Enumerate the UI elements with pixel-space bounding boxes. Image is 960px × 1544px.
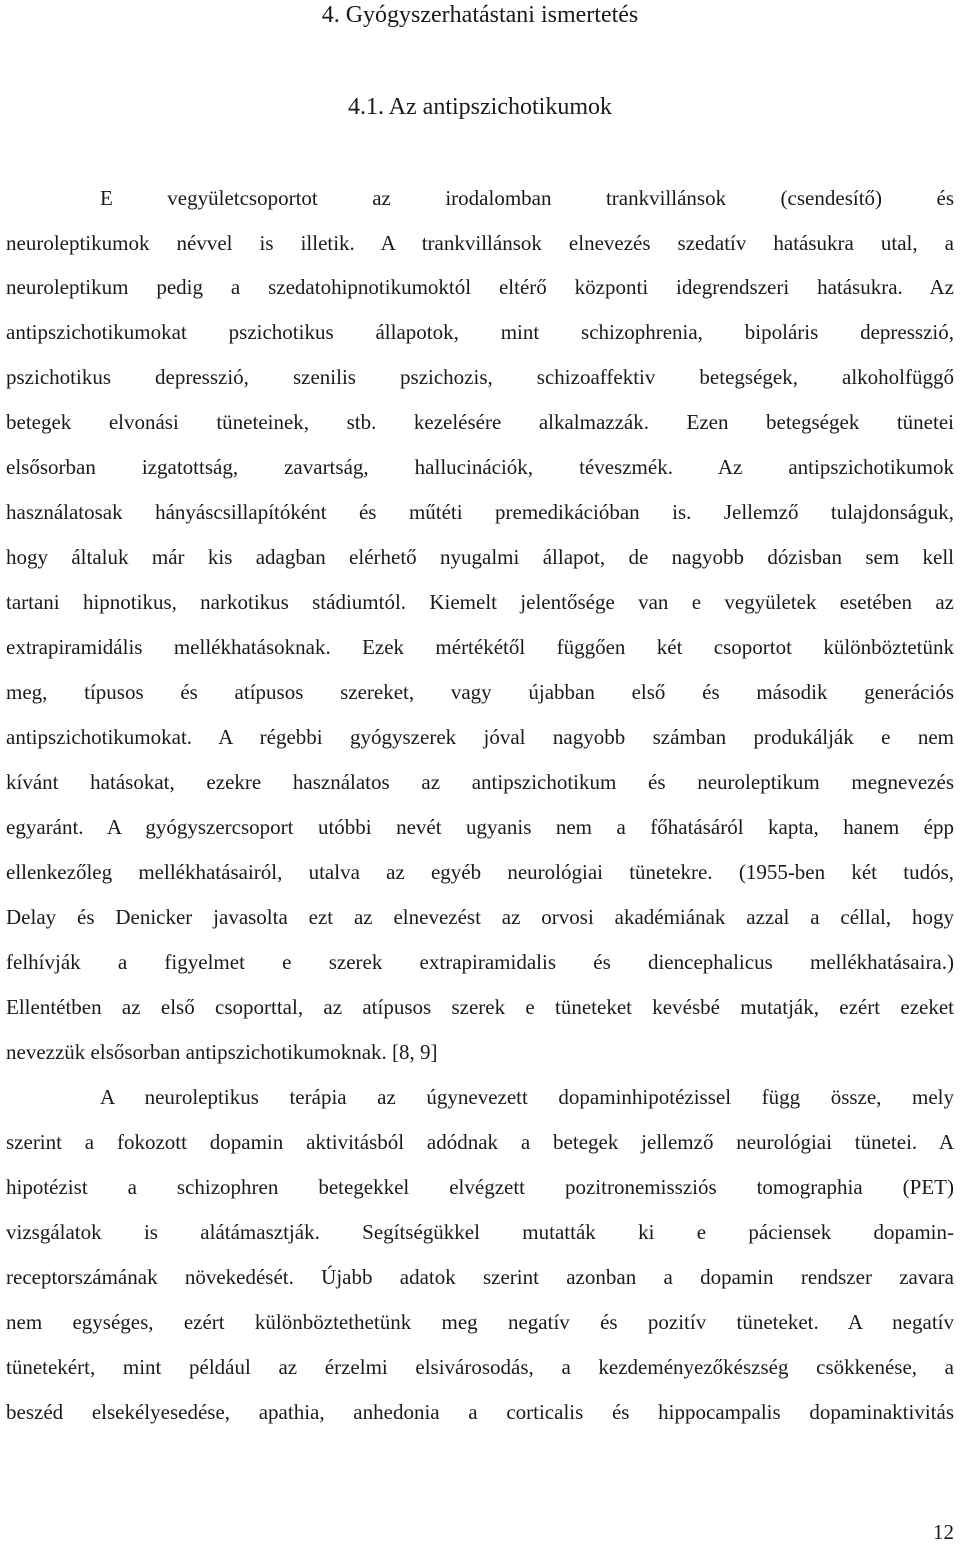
text-line: kívánt hatásokat, ezekre használatos az antipszichotikum és neuroleptikum megnevezés [6, 770, 954, 794]
text-line: beszéd elsekélyesedése, apathia, anhedonia a corticalis és hippocampalis dopaminaktivitás [6, 1400, 954, 1424]
text-line: nevezzük elsősorban antipszichotikumoknak. [8, 9] [6, 1040, 438, 1064]
text-line: hipotézist a schizophren betegekkel elvégzett pozitronemissziós tomographia (PET) [6, 1175, 954, 1199]
text-line: hogy általuk már kis adagban elérhető nyugalmi állapot, de nagyobb dózisban sem kell [6, 545, 954, 569]
text-line: elsősorban izgatottság, zavartság, hallucinációk, téveszmék. Az antipszichotikumok [6, 455, 954, 479]
section-title: 4. Gyógyszerhatástani ismertetés [321, 2, 639, 28]
text-line: receptorszámának növekedését. Újabb adatok szerint azonban a dopamin rendszer zavara [6, 1265, 954, 1289]
text-line: tünetekért, mint például az érzelmi elsivárosodás, a kezdeményezőkészség csökkenése, a [6, 1355, 954, 1379]
text-line: vizsgálatok is alátámasztják. Segítségükkel mutatták ki e páciensek dopamin- [6, 1220, 954, 1244]
text-line: használatosak hányáscsillapítóként és műtéti premedikációban is. Jellemző tulajdonságuk, [6, 500, 954, 524]
text-line: nem egységes, ezért különböztethetünk meg negatív és pozitív tüneteket. A negatív [6, 1310, 954, 1334]
page-number: 12 [933, 1520, 954, 1544]
text-line: pszichotikus depresszió, szenilis pszichozis, schizoaffektiv betegségek, alkoholfüggő [6, 365, 954, 389]
text-line: antipszichotikumokat pszichotikus állapotok, mint schizophrenia, bipoláris depresszió, [6, 320, 954, 344]
text-line: meg, típusos és atípusos szereket, vagy újabban első és második generációs [6, 680, 954, 704]
subsection-title: 4.1. Az antipszichotikumok [348, 94, 612, 120]
text-line: extrapiramidális mellékhatásoknak. Ezek mértékétől függően két csoportot különböztetünk [6, 635, 954, 659]
text-line: ellenkezőleg mellékhatásairól, utalva az egyéb neurológiai tünetekre. (1955-ben két tudós, [6, 860, 954, 884]
text-line: egyaránt. A gyógyszercsoport utóbbi nevét ugyanis nem a főhatásáról kapta, hanem épp [6, 815, 954, 839]
text-line: A neuroleptikus terápia az úgynevezett dopaminhipotézissel függ össze, mely [100, 1085, 954, 1109]
text-line: szerint a fokozott dopamin aktivitásból adódnak a betegek jellemző neurológiai tünetei. A [6, 1130, 954, 1154]
text-line: felhívják a figyelmet e szerek extrapiramidalis és diencephalicus mellékhatásaira.) [6, 950, 954, 974]
text-line: tartani hipnotikus, narkotikus stádiumtól. Kiemelt jelentősége van e vegyületek esetében az [6, 590, 954, 614]
text-line: betegek elvonási tüneteinek, stb. kezelésére alkalmazzák. Ezen betegségek tünetei [6, 410, 954, 434]
text-line: neuroleptikum pedig a szedatohipnotikumoktól eltérő központi idegrendszeri hatásukra. Az [6, 275, 954, 299]
text-line: Ellentétben az első csoporttal, az atípusos szerek e tüneteket kevésbé mutatják, ezért ezeket [6, 995, 954, 1019]
text-line: antipszichotikumokat. A régebbi gyógyszerek jóval nagyobb számban produkálják e nem [6, 725, 954, 749]
text-line: E vegyületcsoportot az irodalomban trankvillánsok (csendesítő) és [100, 186, 954, 210]
text-line: Delay és Denicker javasolta ezt az elnevezést az orvosi akadémiának azzal a céllal, hogy [6, 905, 954, 929]
text-line: neuroleptikumok névvel is illetik. A trankvillánsok elnevezés szedatív hatásukra utal, a [6, 231, 954, 255]
